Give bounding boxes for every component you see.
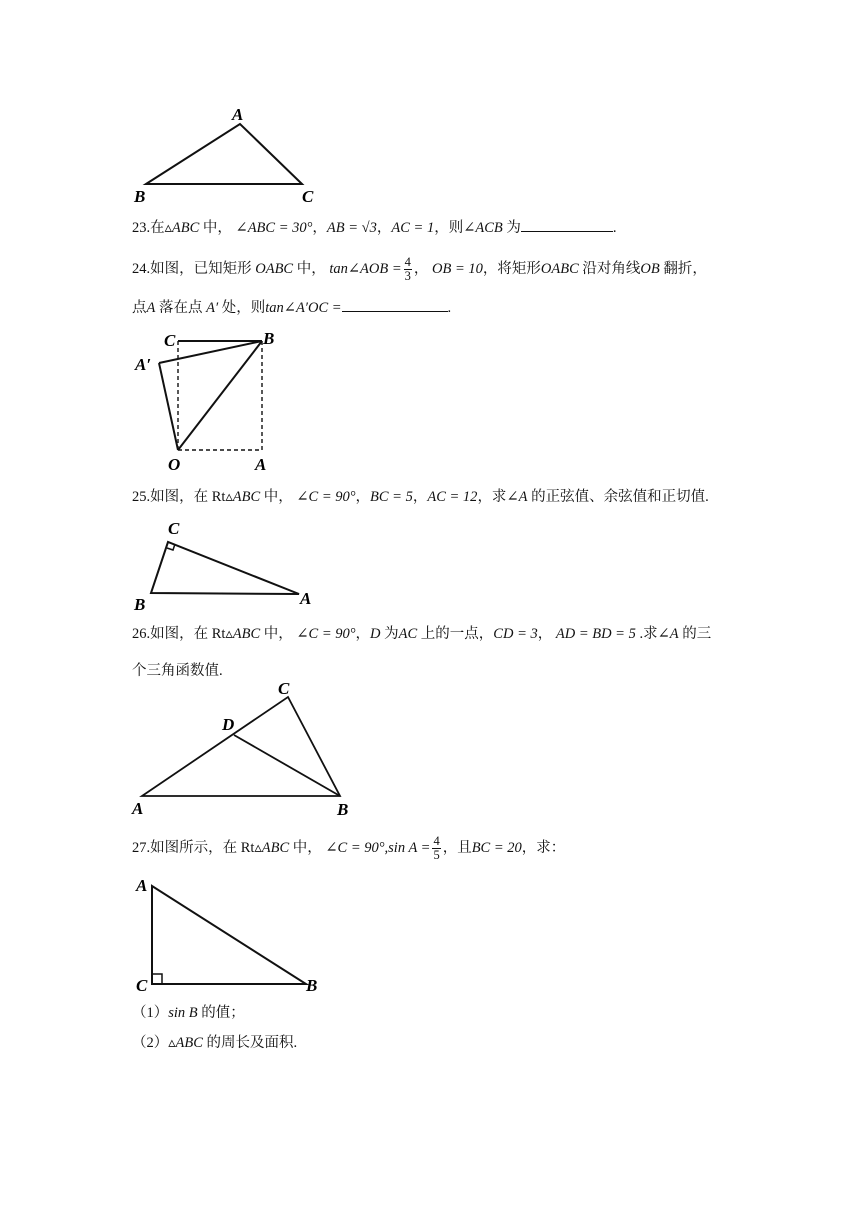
label-c: C (164, 331, 176, 350)
fraction-4-5: $\frac{4}{5}$ (433, 834, 440, 862)
label-b: B (134, 595, 146, 614)
question-27-sub-1: （1）sin B 的值； (132, 1005, 245, 1021)
label-c: C (278, 679, 290, 698)
diagonal-ob (178, 341, 262, 450)
label-c: C (136, 976, 148, 995)
label-b: B (337, 800, 349, 819)
label-a: A (136, 876, 148, 895)
question-23: 23.在▵ABC 中， ∠ABC = 30°，AB = √3，AC = 1，则∠ACB 为 . (132, 217, 617, 238)
label-b: B (306, 976, 318, 995)
figure-triangle-26 (128, 678, 358, 820)
label-d: D (222, 715, 235, 734)
triangle-shape (152, 886, 306, 984)
label-a-prime: A′ (135, 355, 152, 374)
fraction-4-3: $\frac{4}{3}$ (404, 255, 411, 283)
question-26-line-2: 个三角函数值. (132, 663, 223, 679)
question-24-line-2: 点A 落在点 A′ 处，则tan∠A′OC = . (132, 297, 451, 318)
label-b: B (263, 329, 275, 348)
answer-blank (521, 217, 613, 232)
question-24: 24.如图，已知矩形 OABC 中， tan∠AOB = $\frac{4}{3}$ ， OB = 10，将矩形OABC 沿对角线OB 翻折， (132, 255, 707, 283)
right-angle-mark (152, 974, 162, 984)
label-a: A (300, 589, 312, 608)
figure-triangle-abc (130, 104, 330, 206)
figure-right-triangle-25 (132, 516, 332, 616)
label-c: C (302, 187, 314, 206)
label-c: C (168, 519, 180, 538)
label-a: A (232, 105, 244, 124)
label-a: A (132, 799, 144, 818)
triangle-shape (142, 697, 340, 796)
triangle-abc-shape (146, 124, 302, 184)
fold-aprime-o (159, 363, 178, 450)
label-b: B (134, 187, 146, 206)
label-a: A (255, 455, 267, 474)
question-27-sub-2: （2）▵ABC 的周长及面积. (132, 1035, 298, 1051)
question-26: 26.如图，在 Rt▵ABC 中， ∠C = 90°，D 为AC 上的一点，CD = 3， AD = BD = 5 .求∠A 的三 (132, 626, 712, 642)
question-25: 25.如图，在 Rt▵ABC 中， ∠C = 90°，BC = 5，AC = 12，求∠A 的正弦值、余弦值和正切值. (132, 489, 709, 505)
figure-rectangle-oabc (132, 326, 292, 474)
answer-blank (342, 297, 448, 312)
label-o: O (168, 455, 181, 474)
question-27: 27.如图所示，在 Rt▵ABC 中， ∠C = 90°,sin A = $\frac{4}{5}$ ，且BC = 20，求： (132, 834, 566, 862)
figure-right-triangle-27 (132, 872, 332, 996)
